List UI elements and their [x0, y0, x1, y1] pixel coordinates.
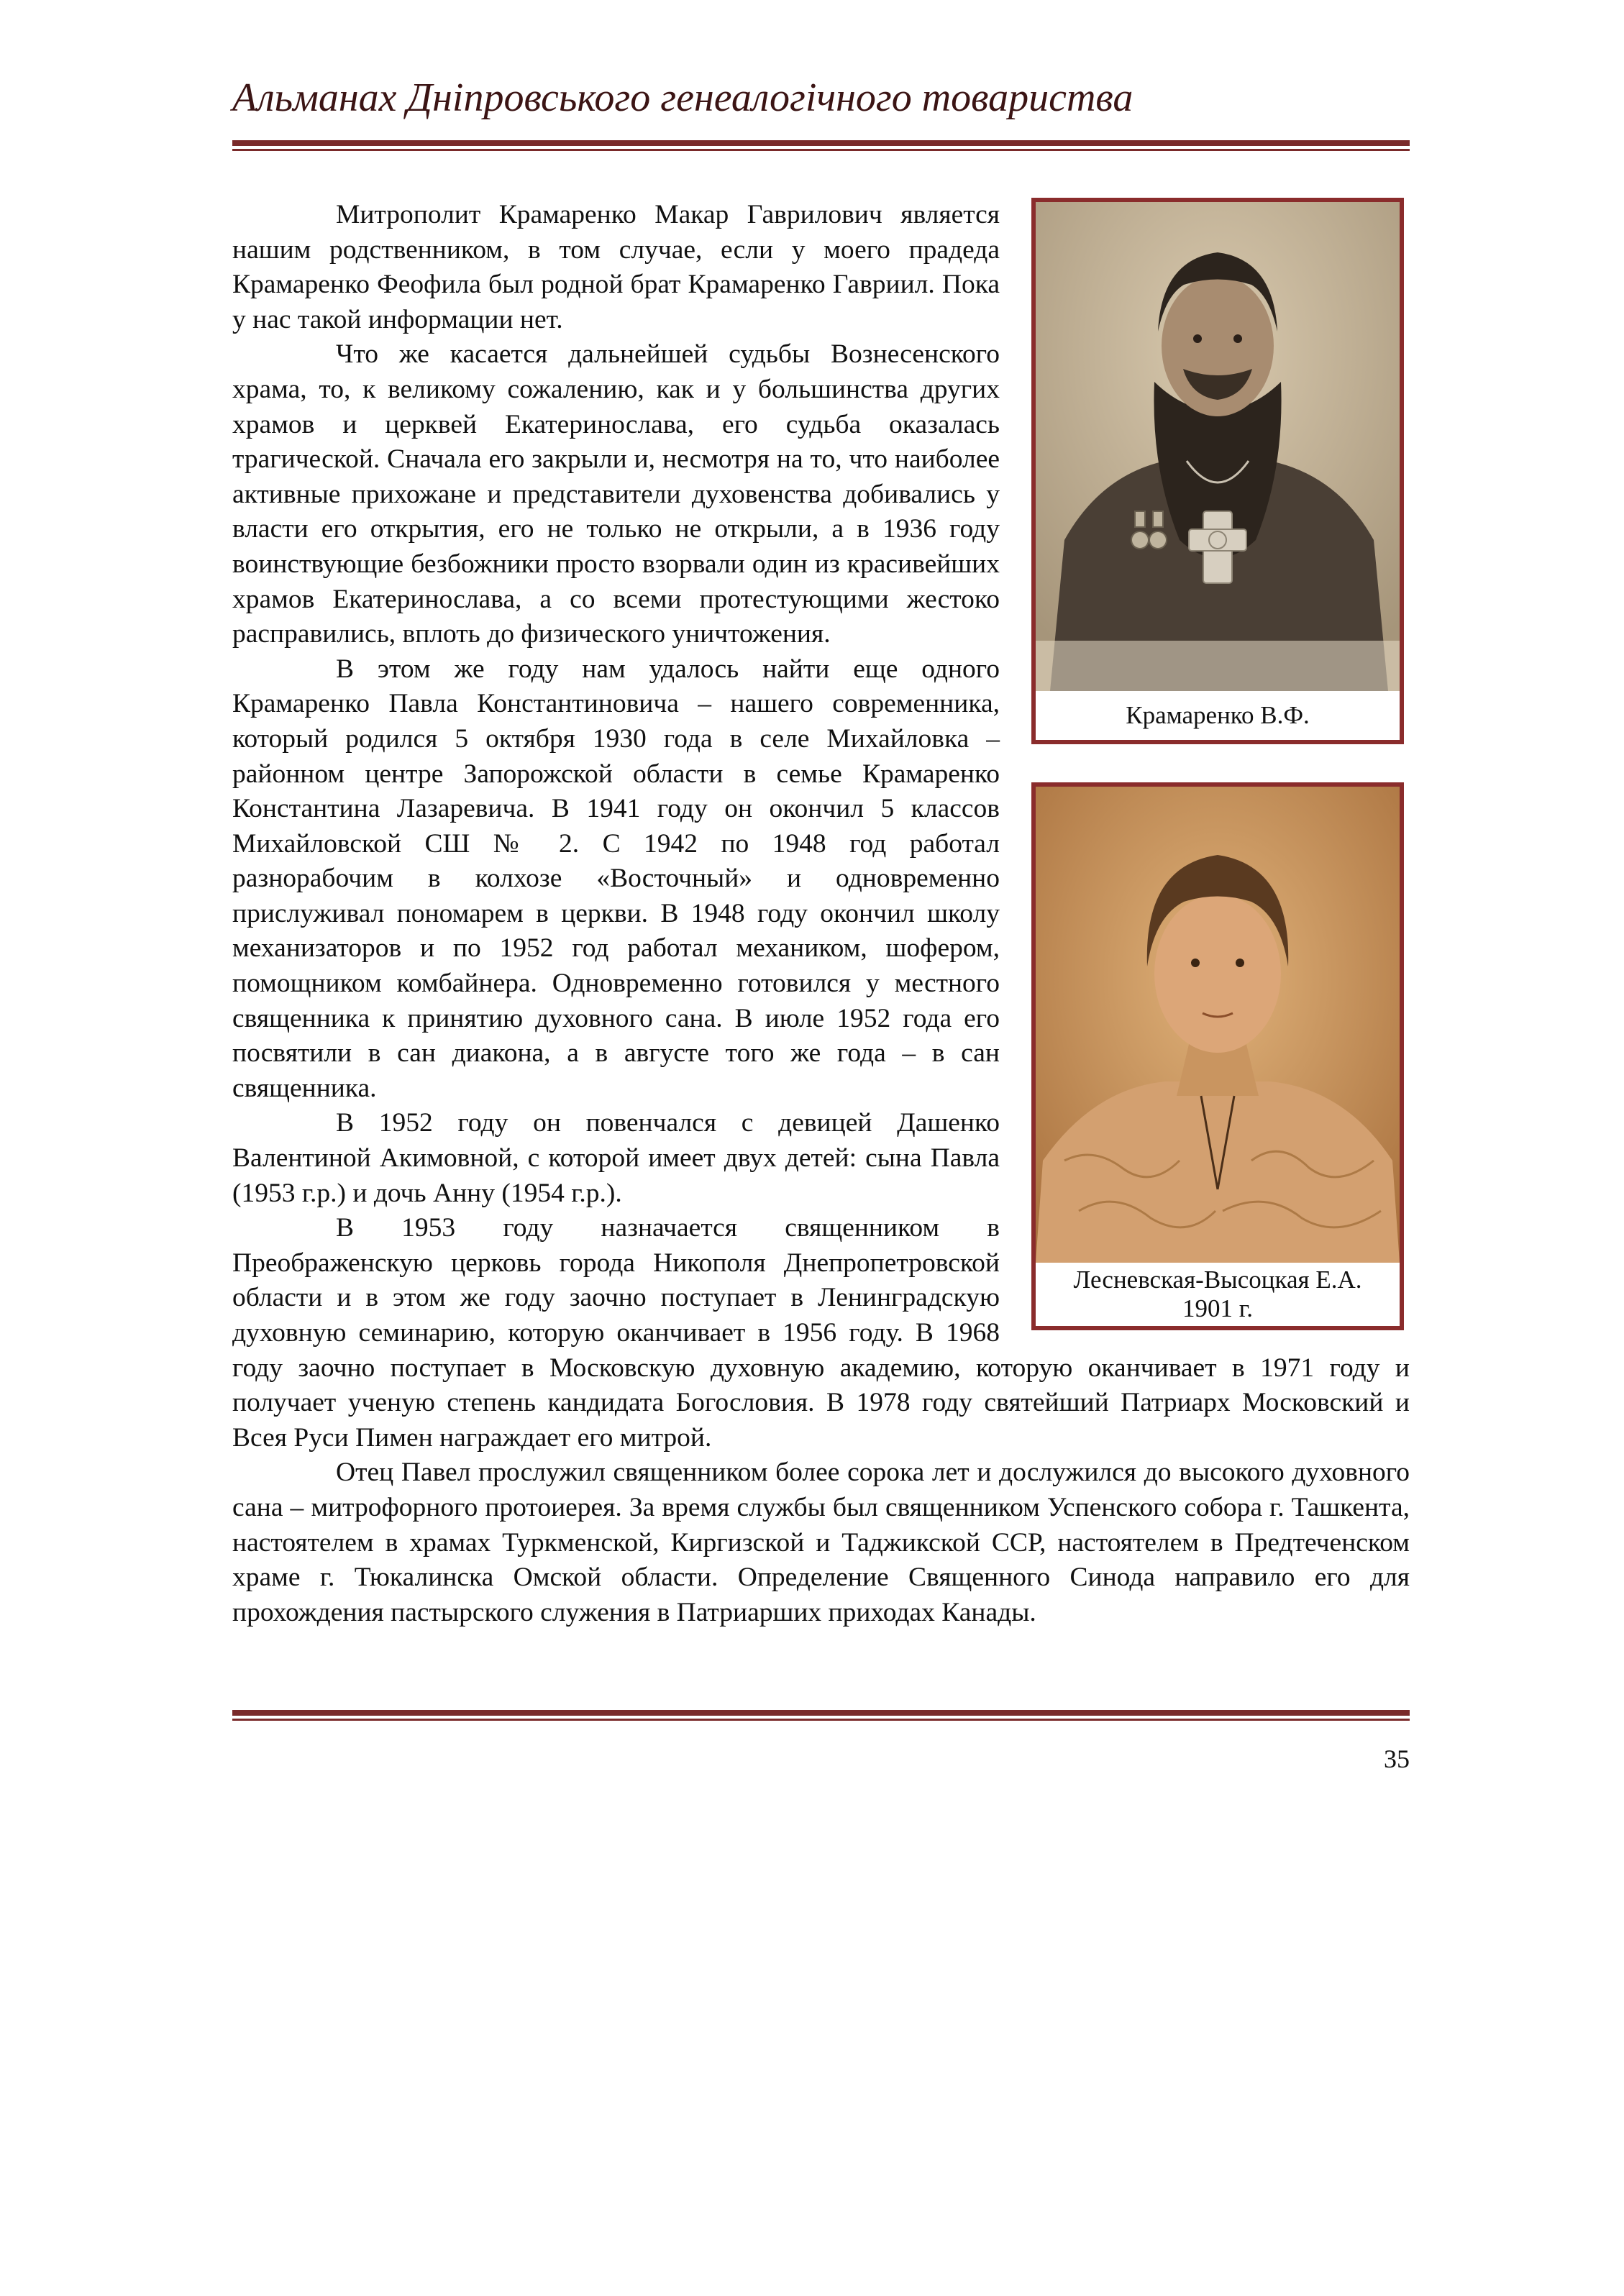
paragraph-3: В этом же году нам удалось найти еще одного Крамаренко Павла Константиновича – нашего современника, который родился 5 октября 1930 года в селе Михайловка – районном центре Запорожской области в семье Крамаренко Константина Лазаревича. В 1941 году он окончил 5 классов Михайловской СШ № 2. С 1942 по 1948 год работал разнорабочим в колхозе «Восточный» и одновременно прислуживал пономарем в церкви. В 1948 году окончил школу механизаторов и по 1952 год работал механиком, шофером, помощником комбайнера. Одновременно готовился у местного священника к принятию духовного сана. В июле 1952 года его посвятили в сан диакона, а в августе того же года – в сан священника. — [232, 654, 1000, 1103]
paragraph-5: В 1953 году назначается священником в Преображенскую церковь города Никополя Днепропетровской области и в этом же году заочно поступает в Ленинградскую духовную семинарию, которую оканчивает в 1956 году. В 1968 году заочно поступает в Московскую духовную академию, которую оканчивает в 1971 году и получает ученую степень кандидата Богословия. В 1978 году святейший Патриарх Московский и Всея Руси Пимен награждает его митрой. — [232, 1213, 1410, 1453]
caption-line1: Лесневская-Высоцкая Е.А. — [1073, 1266, 1362, 1294]
paragraph-6: Отец Павел прослужил священником более сорока лет и дослужился до высокого духовного сана – митрофорного протоиерея. За время службы был священником Успенского собора г. Ташкента, настоятелем в храмах Туркменской, Киргизской и Таджикской ССР, настоятелем в Предтеченском храме г. Тюкалинска Омской области. Определение Священного Синода направило его для прохождения пастырского служения в Патриарших приходах Канады. — [232, 1458, 1410, 1627]
paragraph-1: Митрополит Крамаренко Макар Гаврилович является нашим родственником, в том случае, если у моего прадеда Крамаренко Феофила был родной брат Крамаренко Гавриил. Пока у нас такой информации нет. — [232, 200, 1000, 334]
header-rule — [232, 140, 1410, 151]
photo-kramarenko-image — [1036, 202, 1400, 691]
caption-line2: 1901 г. — [1182, 1294, 1253, 1322]
caption-text: Крамаренко В.Ф. — [1126, 701, 1310, 729]
paragraph-2: Что же касается дальнейшей судьбы Вознесенского храма, то, к великому сожалению, как и у большинства других храмов и церквей Екатеринослава, его судьба оказалась трагической. Сначала его закрыли и, несмотря на то, что наиболее активные прихожане и представители духовенства добивались у власти его открытия, его не только не открыли, а в 1936 году воинствующие безбожники просто взорвали один из красивейших храмов Екатеринослава, а со всеми протестующими жестоко расправились, вплоть до физического уничтожения. — [232, 339, 1000, 649]
photo-lesnevskaya-caption — [1036, 1263, 1400, 1326]
paragraph-4: В 1952 году он повенчался с девицей Дашенко Валентиной Акимовной, с которой имеет двух детей: сына Павла (1953 г.р.) и дочь Анну (1954 г.р.). — [232, 1108, 1000, 1208]
running-header: Альманах Дніпровського генеалогічного товариства — [232, 76, 1133, 120]
photo-lesnevskaya — [1031, 782, 1404, 1330]
photo-lesnevskaya-image — [1036, 787, 1400, 1263]
page-number: 35 — [1384, 1744, 1410, 1773]
priest-portrait-image — [1036, 202, 1400, 691]
woman-portrait-image — [1036, 787, 1400, 1263]
photo-kramarenko-caption — [1036, 691, 1400, 740]
photo-kramarenko — [1031, 198, 1404, 744]
footer-rule — [232, 1710, 1410, 1721]
